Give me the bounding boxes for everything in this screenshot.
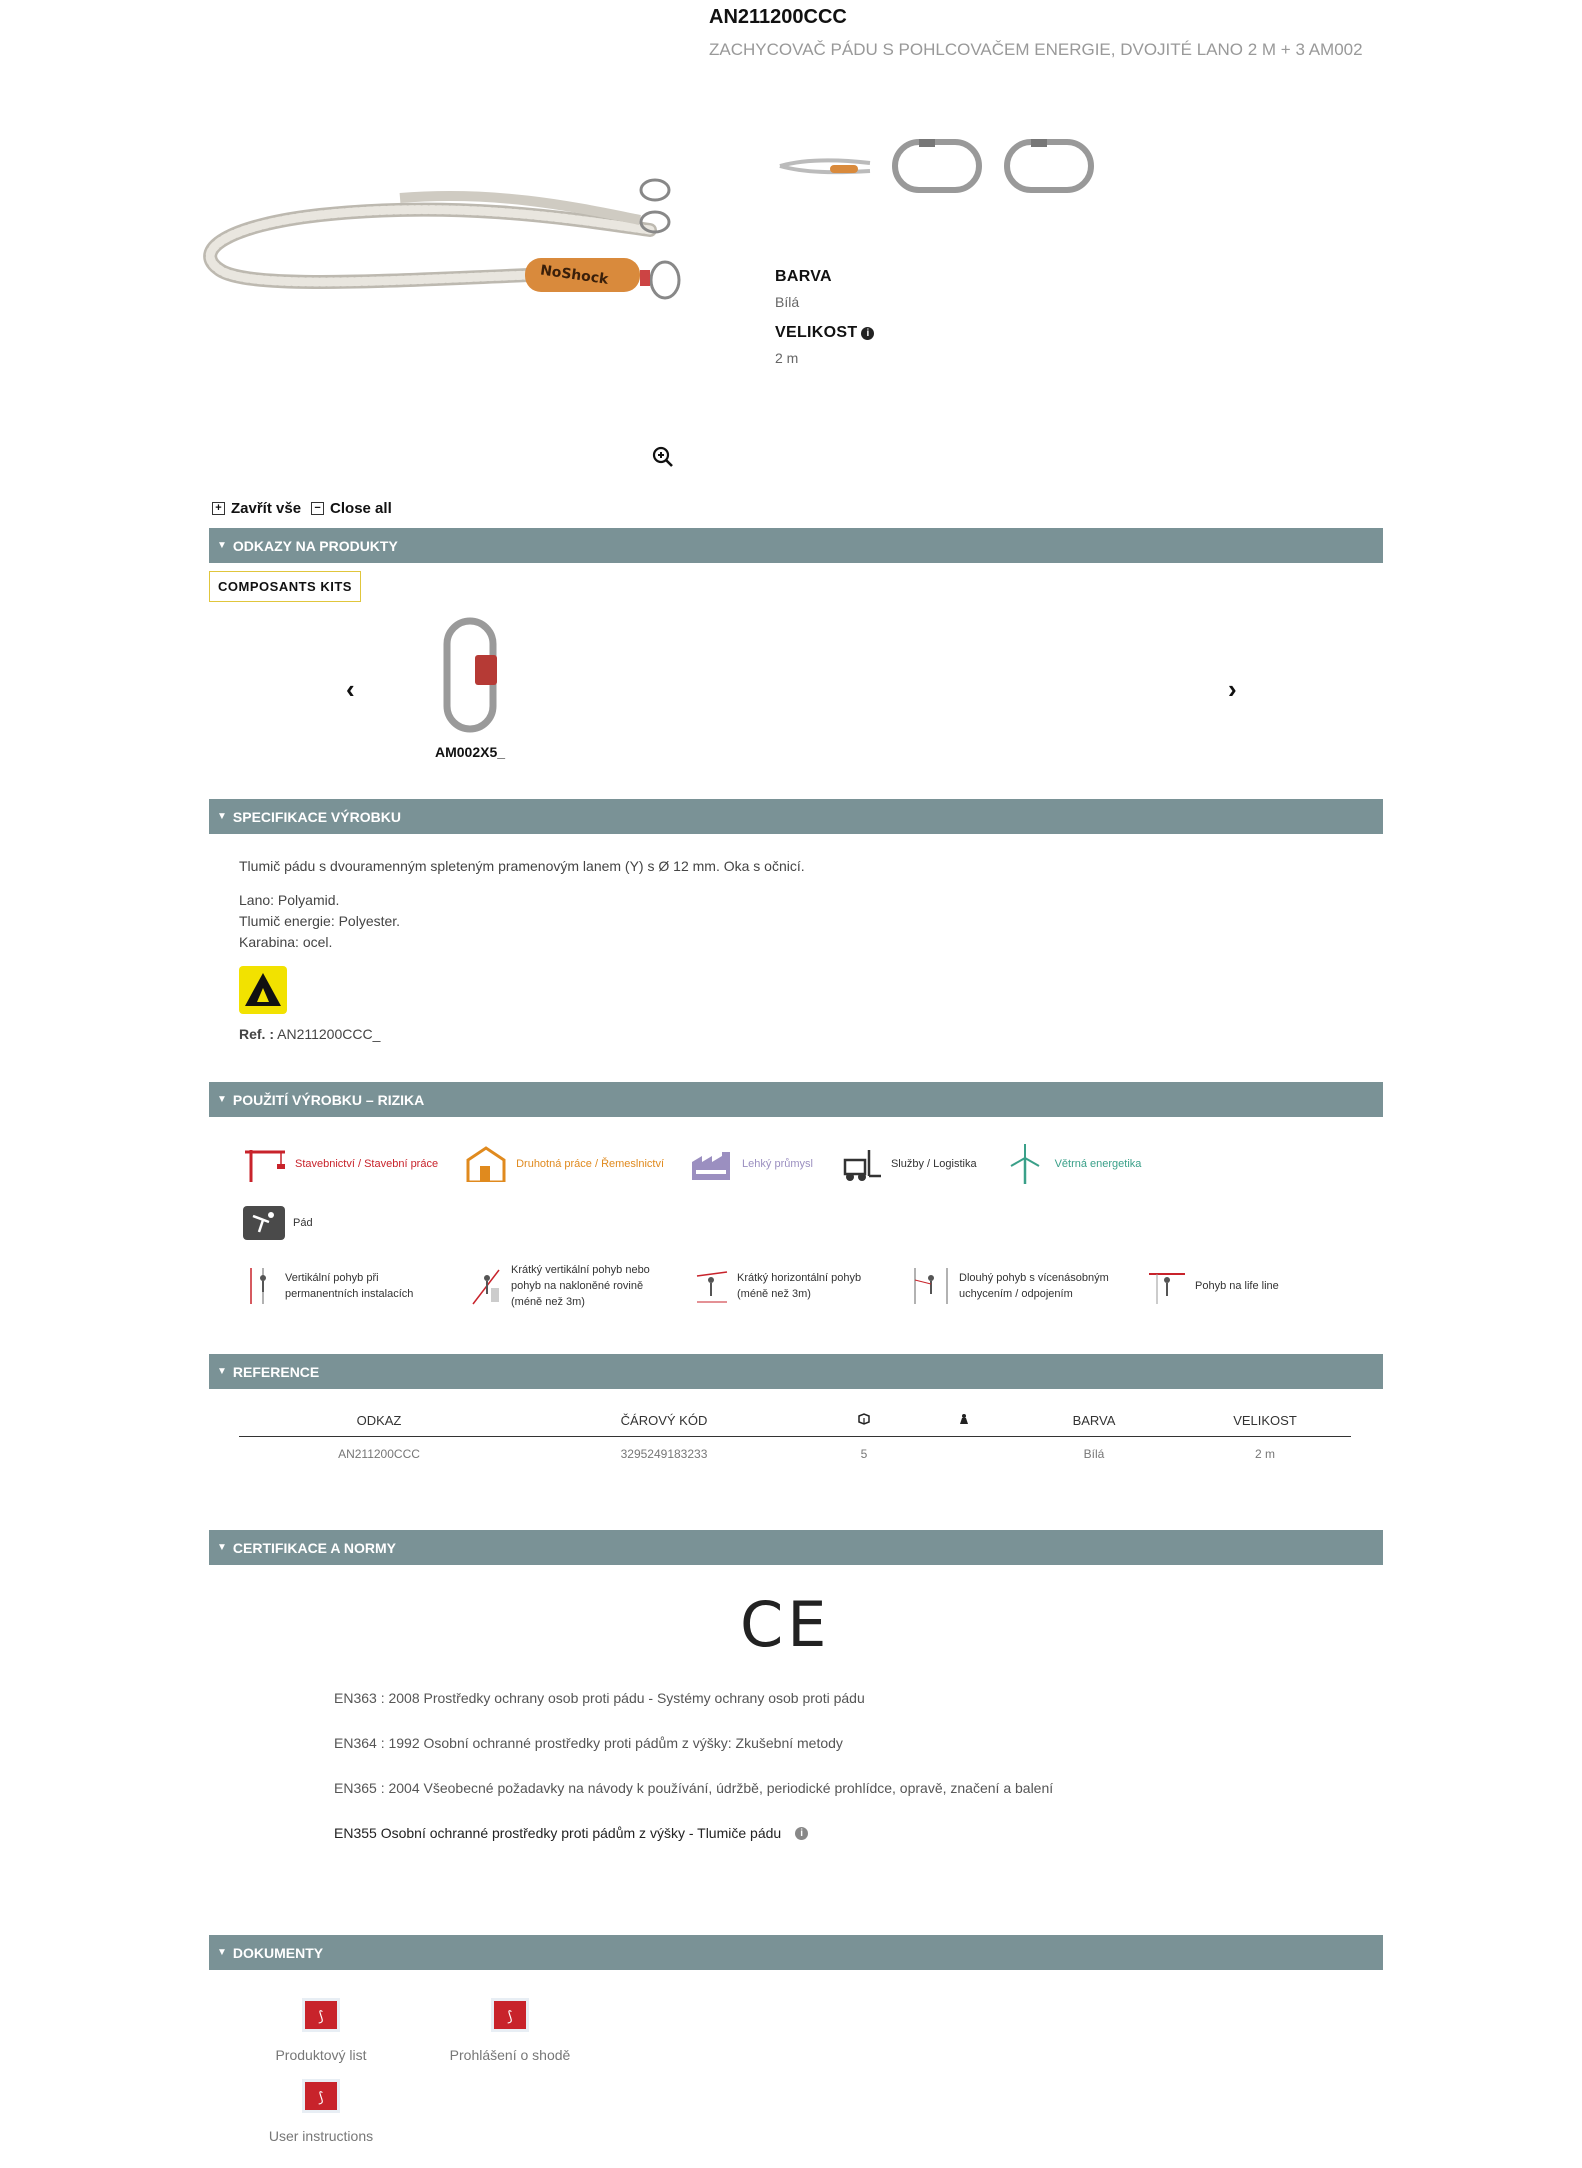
table-row bbox=[239, 1437, 1351, 1472]
horizontal-movement-icon bbox=[695, 1266, 729, 1306]
table-cell: 5 bbox=[860, 1447, 868, 1461]
pdf-icon bbox=[298, 2075, 344, 2117]
movement-list bbox=[243, 1262, 1307, 1310]
norm-en355 bbox=[334, 1825, 808, 1841]
expand-all-toggle[interactable] bbox=[212, 500, 301, 517]
close-all-toggle[interactable] bbox=[311, 500, 392, 517]
kit-item[interactable] bbox=[425, 615, 515, 760]
ref-label: Ref. : bbox=[239, 1026, 274, 1042]
norm-en364: EN364 : 1992 Osobní ochranné prostředky proti pádům z výšky: Zkušební metody bbox=[334, 1735, 843, 1751]
movement-label: Vertikální pohyb při permanentních instalacích bbox=[285, 1272, 414, 1300]
multi-anchor-icon bbox=[911, 1266, 951, 1306]
info-icon[interactable]: i bbox=[861, 327, 874, 340]
sector-label: Služby / Logistika bbox=[890, 1158, 977, 1170]
carousel-prev-icon[interactable]: ‹ bbox=[346, 674, 355, 704]
movement-short-horizontal[interactable] bbox=[695, 1266, 885, 1306]
size-value: 2 m bbox=[775, 350, 799, 366]
sector-label: Větrná energetika bbox=[1054, 1158, 1142, 1170]
spec-ref bbox=[239, 1026, 380, 1042]
spec-line-4: Karabina: ocel. bbox=[239, 934, 333, 950]
table-cell: AN211200CCC bbox=[338, 1447, 420, 1461]
movement-label: Dlouhý pohyb s vícenásobným uchycením / odpojením bbox=[959, 1272, 1109, 1300]
norm-en363: EN363 : 2008 Prostředky ochrany osob proti pádu - Systémy ochrany osob proti pádu bbox=[334, 1690, 865, 1706]
doc-user-instructions[interactable] bbox=[256, 2075, 386, 2144]
column-header: VELIKOST bbox=[1179, 1405, 1351, 1437]
section-header-reference[interactable] bbox=[209, 1354, 1383, 1389]
inclined-movement-icon bbox=[469, 1266, 503, 1306]
product-main-image bbox=[200, 160, 690, 330]
info-icon[interactable]: i bbox=[795, 1827, 808, 1840]
norm-en355-label: EN355 Osobní ochranné prostředky proti pádům z výšky - Tlumiče pádu bbox=[334, 1825, 782, 1841]
section-title: CERTIFIKACE A NORMY bbox=[232, 1539, 396, 1556]
table-cell: 3295249183233 bbox=[620, 1447, 708, 1461]
caret-down-icon: ▼ bbox=[217, 1366, 227, 1377]
expand-all-label: Zavřít vše bbox=[231, 500, 302, 517]
spec-line-1: Tlumič pádu s dvouramenným spleteným pramenovým lanem (Y) s Ø 12 mm. Oka s očnicí. bbox=[239, 858, 805, 874]
minus-icon: − bbox=[311, 502, 324, 515]
sector-logistics[interactable] bbox=[839, 1146, 977, 1182]
caret-down-icon: ▼ bbox=[217, 811, 227, 822]
section-title: REFERENCE bbox=[232, 1363, 320, 1380]
thumbnail-carabiner-1[interactable] bbox=[887, 132, 987, 200]
svg-text:⟆: ⟆ bbox=[318, 2090, 324, 2106]
color-value: Bílá bbox=[775, 294, 800, 310]
size-label: VELIKOST bbox=[775, 324, 858, 341]
svg-text:NoShock: NoShock bbox=[539, 262, 610, 288]
section-title: POUŽITÍ VÝROBKU – RIZIKA bbox=[232, 1091, 425, 1108]
fall-icon bbox=[243, 1206, 285, 1240]
svg-text:⟆: ⟆ bbox=[507, 2009, 513, 2025]
product-subtitle: ZACHYCOVAČ PÁDU S POHLCOVAČEM ENERGIE, DVOJITÉ LANO 2 M + 3 AM002 bbox=[709, 40, 1363, 59]
spec-line-3: Tlumič energie: Polyester. bbox=[239, 913, 401, 929]
reference-table bbox=[239, 1405, 1351, 1471]
section-header-spec[interactable] bbox=[209, 799, 1383, 834]
table-cell: 2 m bbox=[1254, 1447, 1275, 1461]
column-header-package-icon bbox=[809, 1405, 919, 1437]
section-header-usage[interactable] bbox=[209, 1082, 1383, 1117]
spec-line-2: Lano: Polyamid. bbox=[239, 892, 340, 908]
section-header-docs[interactable] bbox=[209, 1935, 1383, 1970]
box-icon bbox=[858, 1413, 870, 1425]
sector-label: Stavebnictví / Stavební práce bbox=[295, 1158, 439, 1170]
carousel-next-icon[interactable]: › bbox=[1228, 674, 1237, 704]
movement-label: Krátký horizontální pohyb (méně než 3m) bbox=[737, 1272, 862, 1300]
thumbnail-carabiner-2[interactable] bbox=[999, 132, 1099, 200]
section-title: ODKAZY NA PRODUKTY bbox=[232, 537, 398, 554]
close-all-label: Close all bbox=[330, 500, 392, 517]
doc-declaration[interactable] bbox=[445, 1994, 575, 2063]
movement-long[interactable] bbox=[911, 1266, 1121, 1306]
factory-icon bbox=[690, 1146, 734, 1182]
table-cell bbox=[919, 1437, 1009, 1472]
pdf-icon bbox=[298, 1994, 344, 2036]
doc-label: Produktový list bbox=[275, 2047, 367, 2063]
column-header: ČÁROVÝ KÓD bbox=[519, 1405, 809, 1437]
kit-item-label: AM002X5_ bbox=[434, 744, 506, 760]
caret-down-icon: ▼ bbox=[217, 1947, 227, 1958]
table-cell: Bílá bbox=[1083, 1447, 1105, 1461]
composants-kits-tab[interactable]: COMPOSANTS KITS bbox=[209, 571, 361, 602]
crane-icon bbox=[243, 1146, 287, 1182]
sector-construction[interactable] bbox=[243, 1146, 438, 1182]
doc-product-sheet[interactable] bbox=[256, 1994, 386, 2063]
plus-icon: + bbox=[212, 502, 225, 515]
movement-lifeline[interactable] bbox=[1147, 1266, 1307, 1306]
section-header-cert[interactable] bbox=[209, 1530, 1383, 1565]
wind-turbine-icon bbox=[1003, 1144, 1047, 1184]
product-sku: AN211200CCC bbox=[709, 6, 847, 28]
ref-value: AN211200CCC_ bbox=[277, 1026, 381, 1042]
thumbnail-lanyard[interactable] bbox=[775, 132, 875, 200]
sector-wind-energy[interactable] bbox=[1003, 1144, 1142, 1184]
doc-label: Prohlášení o shodě bbox=[449, 2047, 571, 2063]
building-icon bbox=[464, 1146, 508, 1182]
movement-vertical[interactable] bbox=[243, 1266, 443, 1306]
norm-en365: EN365 : 2004 Všeobecné požadavky na návody k používání, údržbě, periodické prohlídce, opravě, značení a balení bbox=[334, 1780, 1054, 1796]
svg-text:⟆: ⟆ bbox=[318, 2009, 324, 2025]
attributes bbox=[775, 268, 874, 366]
section-title: DOKUMENTY bbox=[232, 1944, 324, 1961]
risk-label: Pád bbox=[293, 1217, 313, 1229]
risk-fall bbox=[243, 1206, 313, 1240]
sector-crafts[interactable] bbox=[464, 1146, 664, 1182]
section-title: SPECIFIKACE VÝROBKU bbox=[232, 808, 401, 825]
movement-label: Pohyb na life line bbox=[1195, 1280, 1279, 1292]
ce-mark: CE bbox=[740, 1588, 831, 1661]
section-toggles bbox=[212, 500, 392, 517]
zoom-icon[interactable] bbox=[652, 446, 674, 468]
movement-short-vertical[interactable] bbox=[469, 1262, 669, 1310]
deltaplus-logo-icon bbox=[239, 966, 287, 1014]
weight-icon bbox=[958, 1413, 970, 1425]
sector-list bbox=[243, 1144, 1141, 1184]
sector-label: Druhotná práce / Řemeslnictví bbox=[516, 1158, 665, 1170]
column-header-weight-icon bbox=[919, 1405, 1009, 1437]
color-label: BARVA bbox=[775, 268, 832, 285]
thumbnail-strip bbox=[775, 132, 1099, 200]
carabiner-image bbox=[435, 615, 505, 735]
vertical-movement-icon bbox=[243, 1266, 277, 1306]
caret-down-icon: ▼ bbox=[217, 540, 227, 551]
caret-down-icon: ▼ bbox=[217, 1094, 227, 1105]
column-header: BARVA bbox=[1009, 1405, 1179, 1437]
doc-label: User instructions bbox=[268, 2128, 374, 2144]
pdf-icon bbox=[487, 1994, 533, 2036]
sector-label: Lehký průmysl bbox=[742, 1158, 813, 1170]
section-header-links[interactable] bbox=[209, 528, 1383, 563]
caret-down-icon: ▼ bbox=[217, 1542, 227, 1553]
forklift-icon bbox=[839, 1146, 883, 1182]
movement-label: Krátký vertikální pohyb nebo pohyb na nakloněné rovině (méně než 3m) bbox=[511, 1264, 650, 1308]
lifeline-icon bbox=[1147, 1266, 1187, 1306]
sector-light-industry[interactable] bbox=[690, 1146, 813, 1182]
column-header: ODKAZ bbox=[239, 1405, 519, 1437]
table-header-row bbox=[239, 1405, 1351, 1437]
